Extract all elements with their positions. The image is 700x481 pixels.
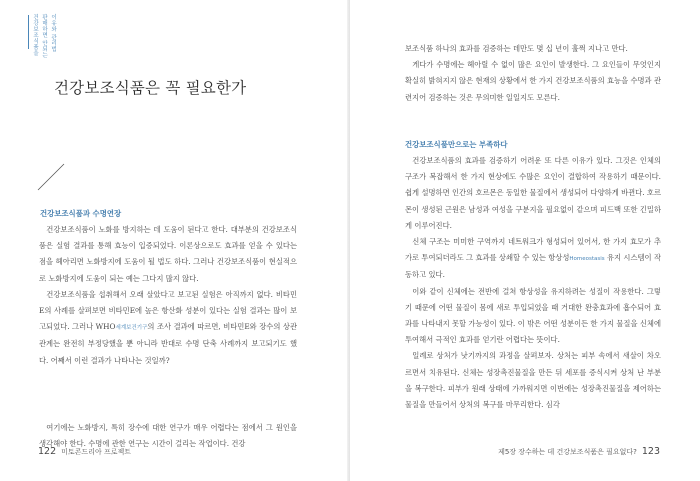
tab-line: 건강보조식품을 (32, 14, 38, 56)
body-text (405, 41, 661, 106)
paragraph (405, 153, 661, 234)
paragraph-text: 일례로 상처가 낫기까지의 과정을 살펴보자. 상처는 피부 속에서 새살이 차오르면서 치유된다. 신체는 성장촉진물질을 만든 뒤 세포를 증식시켜 상처 난 부분을 복구한다. 피부가 원래 상태에 가까워지면 이번에는 성장촉진물질을 제어하는 물질을 만들어서 상처의 복구를 마무리한다. 심각 (405, 351, 661, 410)
paragraph-text: 건강보조식품의 효과를 검증하기 어려운 또 다른 이유가 있다. 그것은 인체의 구조가 복잡해서 한 가지 현상에도 수많은 요인이 결합하여 작용하기 때문이다. 쉽게 설명하면 인간의 호르몬은 동일한 물질에서 생성되어 다양하게 바뀐다. 호르몬이 생성된 근원은 남성과 여성을 구분지을 필요없이 같으며 피드백 또한 긴밀하게 이루어진다. (405, 156, 661, 230)
paragraph-text: 건강보조식품이 노화를 방지하는 데 도움이 된다고 한다. 대부분의 건강보조식품은 실험 결과를 통해 효능이 입증되었다. 이론상으로도 효과를 얻을 수 있다는 점을 헤아리면 노화방지에 도움이 될 법도 하다. 그러나 건강보조식품이 현실적으로 노화방지에 도움이 되는 예는 그다지 많지 않다. (39, 225, 297, 283)
paragraph-text: 여기에는 노화방지, 특히 장수에 대한 연구가 매우 어렵다는 점에서 그 원인을 생각해야 한다. 수명에 관한 연구는 시간이 걸리는 작업이다. 건강 (39, 423, 297, 449)
page-footer (38, 446, 131, 457)
paragraph-text: 게다가 수명에는 헤아릴 수 없이 많은 요인이 발생한다. 그 요인들이 무엇인지 확실히 밝혀지지 않은 현재의 상황에서 한 가지 건강보조식품의 효능을 수명과 관련지어 검증하는 것은 무의미한 일일지도 모른다. (405, 60, 661, 102)
tab-line: 이유와 관리법 (50, 14, 56, 53)
paragraph-text: 보조식품 하나의 효과를 검증하는 데만도 몇 십 년이 훌쩍 지나고 만다. (405, 44, 628, 53)
section-title: 건강보조식품만으로는 부족하다 (405, 140, 508, 149)
paragraph (39, 287, 297, 369)
tab-rule (28, 15, 29, 49)
chapter-title: 건강보조식품은 꼭 필요한가 (54, 79, 247, 97)
page-number: 123 (641, 446, 660, 457)
paragraph-text: 유지 시스템이 작동하고 있다. (405, 253, 661, 280)
running-footer: 제5장 장수하는 데 건강보조식품은 필요없다? (498, 447, 637, 456)
page-number: 122 (38, 446, 57, 457)
paragraph-text: 의 조사 결과에 따르면, 비타민E와 장수의 상관관계는 완전히 부정당했을 뿐 아니라 반대로 수명 단축 사례까지 보고되기도 했다. 어째서 이런 결과가 나타나는 것일까? (39, 322, 297, 365)
paragraph-text: 건강보조식품을 섭취해서 오래 살았다고 보고된 실험은 아직까지 없다. 비타민E의 사례를 살펴보면 비타민E에 높은 항산화 성분이 있다는 실험 결과는 많이 보고되었다. 그러나 WHO (39, 289, 297, 332)
running-footer: 미토콘드리아 프로젝트 (61, 447, 131, 456)
paragraph (405, 57, 661, 106)
decorative-slash (36, 162, 66, 192)
paragraph (405, 348, 661, 413)
paragraph-text: 이와 같이 신체에는 전반에 걸쳐 항상성을 유지하려는 성질이 작용한다. 그렇기 때문에 어떤 물질이 몸에 새로 투입되었을 때 거대한 완충효과에 흡수되어 효과를 나타내지 못할 가능성이 있다. 이 밖은 어떤 성분이든 한 가지 물질을 신체에 투여해서 극적인 효과를 얻기란 어렵다는 뜻이다. (405, 286, 661, 345)
page-footer (498, 446, 660, 457)
paragraph (405, 284, 661, 349)
paragraph-text: 신체 구조는 미미한 구역까지 네트워크가 형성되어 있어서, 한 가지 효모가 추가로 투여되더라도 그 효과를 상쇄할 수 있는 항상성 (405, 237, 661, 263)
tab-line: 판매하면 안되는 (41, 14, 47, 59)
paragraph (405, 234, 661, 284)
paragraph (39, 222, 297, 287)
paragraph (405, 41, 661, 57)
annotation-text: Homeostasis (569, 256, 605, 263)
body-text (39, 222, 297, 369)
body-text (405, 153, 661, 413)
chapter-tab (28, 14, 56, 58)
annotation-text: 세계보건기구 (115, 325, 148, 332)
section-title: 건강보조식품과 수명연장 (40, 209, 122, 218)
right-page (350, 0, 700, 481)
